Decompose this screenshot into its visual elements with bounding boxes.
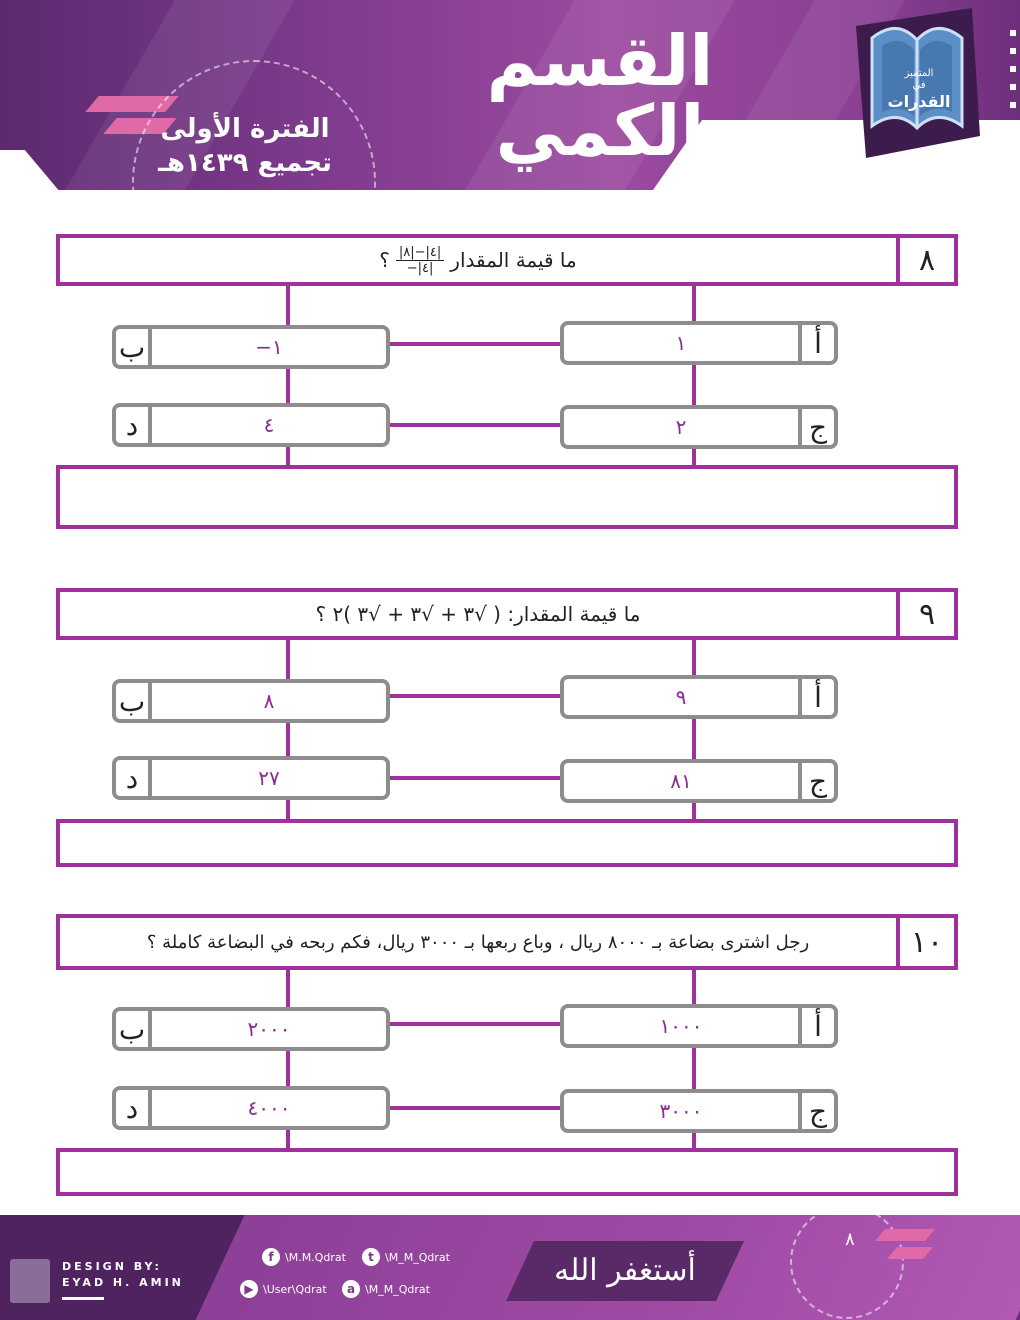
- option-letter: د: [116, 1090, 152, 1126]
- period-line-2: تجميع ١٤٣٩هـ: [158, 148, 332, 178]
- option-letter: ب: [116, 329, 152, 365]
- question-text-prefix: ما قيمة المقدار: [450, 248, 577, 272]
- social-youtube[interactable]: [240, 1280, 327, 1298]
- connector-line: [388, 1106, 560, 1110]
- option-letter: أ: [798, 325, 834, 361]
- connector-line: [388, 423, 560, 427]
- connector-line: [388, 776, 560, 780]
- option-letter: ج: [798, 1093, 834, 1129]
- option-letter: ج: [798, 409, 834, 445]
- option-b[interactable]: [112, 1007, 390, 1051]
- option-a[interactable]: [560, 1004, 838, 1048]
- answer-box[interactable]: [56, 465, 958, 529]
- option-value: −١: [255, 335, 283, 359]
- ask-icon: a: [342, 1280, 360, 1298]
- option-value: ٩: [675, 685, 687, 709]
- header-white-cut: [0, 150, 75, 190]
- option-d[interactable]: [112, 756, 390, 800]
- credit-underline: [62, 1297, 104, 1300]
- fraction-denominator: −|٤|: [406, 260, 434, 276]
- option-letter: أ: [798, 679, 834, 715]
- option-letter: ب: [116, 1011, 152, 1047]
- twitter-icon: t: [362, 1248, 380, 1266]
- title-line-2: الكمي: [495, 90, 705, 172]
- connector-line: [388, 1022, 560, 1026]
- page-title: [420, 20, 780, 172]
- question-box: [56, 588, 958, 640]
- logo: [852, 8, 982, 158]
- pink-stripe: [875, 1229, 935, 1241]
- option-a[interactable]: [560, 675, 838, 719]
- question-number: ٩: [896, 592, 954, 636]
- facebook-icon: f: [262, 1248, 280, 1266]
- logo-text: [884, 68, 954, 112]
- fraction-numerator: |٤|−|٨|: [396, 245, 444, 261]
- logo-text-mid: في: [912, 80, 926, 91]
- ask-handle: \M_M_Qdrat: [365, 1282, 430, 1296]
- question-text: [60, 238, 896, 282]
- option-b[interactable]: [112, 325, 390, 369]
- option-value: ٢٠٠٠: [247, 1017, 291, 1041]
- youtube-handle: \User\Qdrat: [263, 1282, 327, 1296]
- designer-signature-icon: [10, 1259, 50, 1303]
- period-label: [140, 112, 350, 180]
- option-value: ٤٠٠٠: [247, 1096, 291, 1120]
- option-value: ٢: [675, 415, 687, 439]
- period-line-1: الفترة الأولى: [160, 114, 330, 144]
- logo-text-bottom: القدرات: [887, 92, 951, 111]
- option-d[interactable]: [112, 403, 390, 447]
- logo-text-top: المتميز: [904, 68, 934, 79]
- edge-dots: [1010, 30, 1016, 180]
- social-ask[interactable]: [342, 1280, 430, 1298]
- design-by-label: DESIGN BY:: [62, 1260, 162, 1273]
- social-twitter[interactable]: [362, 1248, 450, 1266]
- designer-name: EYAD H. AMIN: [62, 1276, 184, 1289]
- question-number: ٨: [896, 238, 954, 282]
- option-c[interactable]: [560, 759, 838, 803]
- fraction: [396, 245, 444, 276]
- option-value: ٣٠٠٠: [659, 1099, 703, 1123]
- calligraphy-text: أستغفر الله: [554, 1253, 696, 1288]
- question-mark: ؟: [379, 248, 390, 272]
- option-a[interactable]: [560, 321, 838, 365]
- option-value: ١: [675, 331, 687, 355]
- page-header: [0, 0, 1020, 190]
- option-value: ٤: [263, 413, 275, 437]
- facebook-handle: \M.M.Qdrat: [285, 1250, 346, 1264]
- option-letter: د: [116, 760, 152, 796]
- option-b[interactable]: [112, 679, 390, 723]
- question-box: [56, 914, 958, 970]
- option-value: ١٠٠٠: [659, 1014, 703, 1038]
- option-c[interactable]: [560, 405, 838, 449]
- option-c[interactable]: [560, 1089, 838, 1133]
- question-text: ما قيمة المقدار: ( √٣ + √٣ + √٣ )٢ ؟: [315, 602, 641, 626]
- connector-line: [388, 694, 560, 698]
- option-value: ٨: [263, 689, 275, 713]
- social-facebook[interactable]: [262, 1248, 346, 1266]
- title-line-1: القسم: [486, 20, 714, 102]
- page-footer: [0, 1215, 1020, 1320]
- page-number: ٨: [845, 1229, 855, 1250]
- question-number: ١٠: [896, 918, 954, 966]
- option-d[interactable]: [112, 1086, 390, 1130]
- answer-box[interactable]: [56, 819, 958, 867]
- twitter-handle: \M_M_Qdrat: [385, 1250, 450, 1264]
- option-letter: د: [116, 407, 152, 443]
- question-text: رجل اشترى بضاعة بـ ٨٠٠٠ ريال ، وباع ربعها بـ ٣٠٠٠ ريال، فكم ربحه في البضاعة كاملة ؟: [146, 931, 810, 953]
- question-box: [56, 234, 958, 286]
- option-value: ٢٧: [258, 766, 280, 790]
- answer-box[interactable]: [56, 1148, 958, 1196]
- connector-line: [388, 342, 560, 346]
- option-letter: ب: [116, 683, 152, 719]
- option-value: ٨١: [670, 769, 692, 793]
- youtube-icon: ▶: [240, 1280, 258, 1298]
- option-letter: ج: [798, 763, 834, 799]
- option-letter: أ: [798, 1008, 834, 1044]
- designer-credit: [62, 1259, 184, 1300]
